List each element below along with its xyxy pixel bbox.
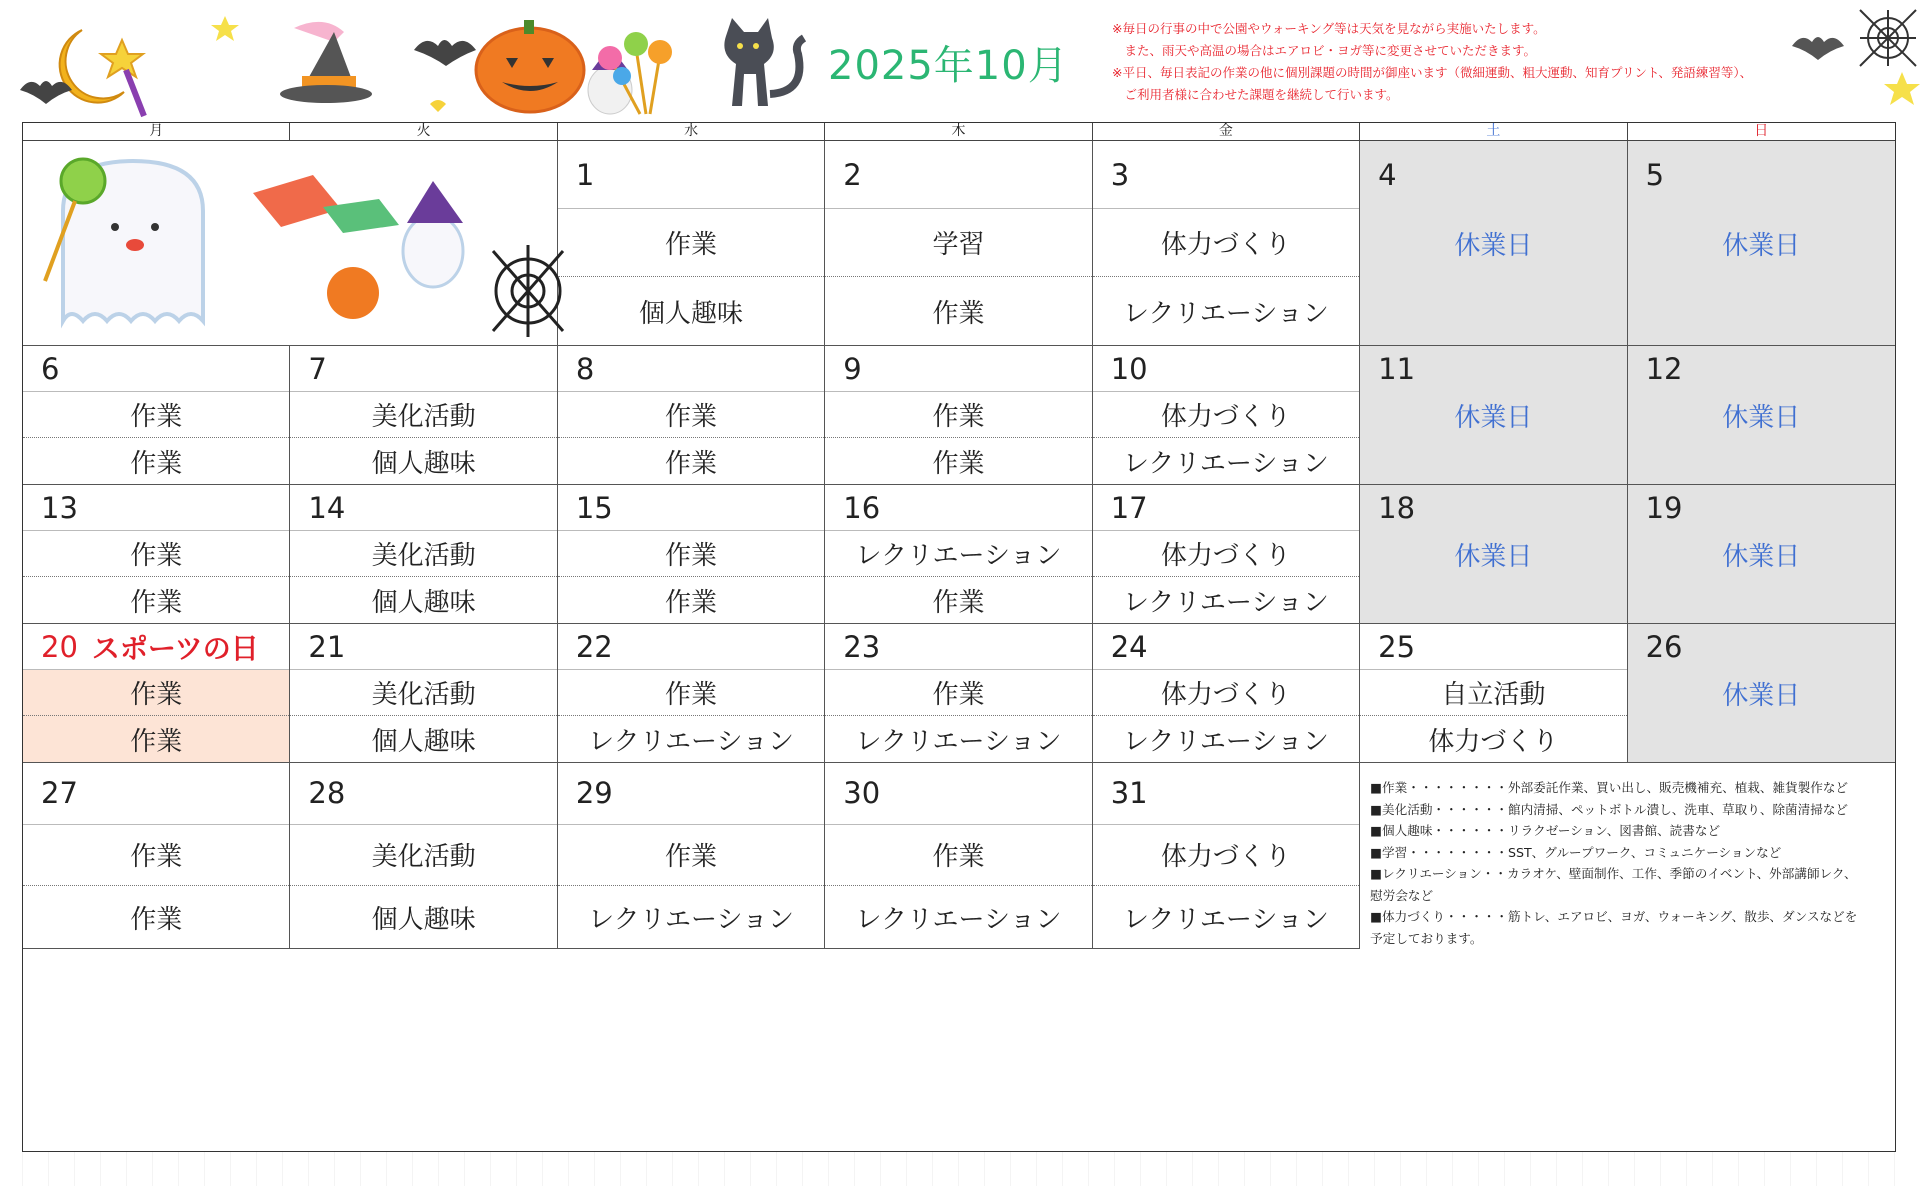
legend-line: ■作業・・・・・・・・外部委託作業、買い出し、販売機補充、植栽、雑貨製作など	[1370, 780, 1849, 795]
activity-label: レクリエーション	[855, 726, 1062, 757]
bottom-grid-strip	[22, 1152, 1896, 1186]
day-cell-4	[1360, 141, 1627, 346]
day-number-text: 12	[1645, 352, 1683, 386]
day-cell-18	[1360, 485, 1627, 624]
activity-label: 美化活動	[290, 531, 556, 577]
day-number-text: 10	[1110, 351, 1148, 386]
day-number	[290, 346, 556, 392]
day-number-text: 3	[1110, 157, 1130, 192]
day-cell-9	[825, 346, 1092, 485]
day-number	[23, 485, 289, 531]
day-cell-2	[825, 141, 1092, 346]
activity-label: 作業	[23, 531, 289, 577]
empty-slot	[1628, 577, 1895, 623]
activity-label: 美化活動	[290, 392, 556, 438]
activity-label: 作業	[665, 448, 718, 479]
day-cell-21	[290, 624, 557, 763]
activity-label: レクリエーション	[825, 531, 1091, 577]
activity-label: 作業	[130, 448, 183, 479]
ghost-candy-illustration	[23, 141, 563, 341]
day-number	[290, 763, 556, 825]
notice-line: ※平日、毎日表記の作業の他に個別課題の時間が御座います（微細運動、粗大運動、知育プリント、発語練習等）、	[1112, 65, 1753, 80]
activity-label: 作業	[558, 670, 824, 716]
day-number-text: 14	[308, 490, 346, 525]
day-number-text: 29	[575, 776, 613, 811]
activity-label: 作業	[558, 392, 824, 438]
day-cell-10	[1093, 346, 1360, 485]
day-number-text: 30	[843, 776, 881, 811]
day-number-text: 15	[575, 490, 613, 525]
day-off-label: 休業日	[1454, 541, 1533, 572]
activity-label: 体力づくり	[1093, 825, 1359, 887]
day-number	[1093, 763, 1359, 825]
day-cell-26	[1628, 624, 1895, 763]
activity-label: レクリエーション	[1122, 448, 1329, 479]
day-number-text: 9	[843, 351, 862, 386]
activity-label: 個人趣味	[371, 448, 476, 479]
monthly-calendar-grid	[22, 122, 1896, 1152]
day-cell-22	[558, 624, 825, 763]
activity-label: レクリエーション	[1122, 726, 1329, 757]
activity-label: 作業	[23, 670, 289, 716]
weekday-header-wed: 水	[558, 123, 825, 141]
day-number	[1360, 485, 1626, 531]
activity-label: レクリエーション	[1122, 298, 1329, 329]
activity-label: 作業	[558, 531, 824, 577]
weekday-header-mon: 月	[23, 123, 290, 141]
activity-label: 作業	[825, 670, 1091, 716]
activity-label: レクリエーション	[588, 904, 795, 935]
activity-label: レクリエーション	[1122, 904, 1329, 935]
day-off-label: 休業日	[1722, 541, 1801, 572]
day-number	[1628, 624, 1895, 670]
day-number-text: 24	[1110, 629, 1148, 664]
day-number	[825, 346, 1091, 392]
day-cell-15	[558, 485, 825, 624]
weekday-header-sat: 土	[1360, 123, 1627, 141]
empty-day-cell	[23, 141, 558, 346]
day-cell-29	[558, 763, 825, 949]
empty-slot	[1360, 277, 1626, 345]
legend-line: ■美化活動・・・・・・館内清掃、ペットボトル潰し、洗車、草取り、除菌清掃など	[1370, 801, 1849, 817]
day-number	[1360, 346, 1626, 392]
day-number	[290, 624, 556, 670]
day-cell-1	[558, 141, 825, 346]
day-number-text: 22	[575, 629, 613, 664]
weekday-header-sun: 日	[1628, 123, 1895, 141]
empty-slot	[1360, 438, 1626, 484]
day-number-text: 17	[1110, 490, 1148, 525]
day-number-text: 23	[843, 629, 881, 664]
spiderweb-bat-illustration	[1790, 6, 1920, 120]
day-number	[1360, 141, 1626, 209]
day-cell-27	[23, 763, 290, 949]
activity-label: 作業	[130, 587, 183, 618]
activity-label: 作業	[932, 448, 985, 479]
day-number-text: 8	[575, 351, 595, 386]
day-number-text: 2	[843, 157, 862, 192]
day-cell-28	[290, 763, 557, 949]
weekday-header-thu: 木	[825, 123, 1092, 141]
legend-line: 予定しております。	[1370, 930, 1483, 946]
activity-label: 作業	[558, 209, 824, 277]
day-cell-7	[290, 346, 557, 485]
empty-slot	[1628, 716, 1895, 762]
day-number	[1093, 624, 1359, 670]
day-cell-23	[825, 624, 1092, 763]
day-off-label: 休業日	[1454, 230, 1533, 261]
activity-label: 作業	[23, 392, 289, 438]
day-number	[290, 485, 556, 531]
activity-label: 作業	[558, 825, 824, 887]
legend-line: ■体力づくり・・・・・筋トレ、エアロビ、ヨガ、ウォーキング、散歩、ダンスなどを	[1370, 909, 1858, 924]
day-cell-11	[1360, 346, 1627, 485]
activity-label: レクリエーション	[1122, 587, 1329, 618]
day-off-label: 休業日	[1722, 680, 1801, 711]
notice-line: また、雨天や高温の場合はエアロビ・ヨガ等に変更させていただきます。	[1112, 43, 1537, 58]
day-number	[558, 624, 824, 670]
day-number-text: 27	[41, 776, 78, 811]
day-number-text: 5	[1645, 158, 1665, 192]
day-cell-20	[23, 624, 290, 763]
legend-line: ■レクリエーション・・カラオケ、壁面制作、工作、季節のイベント、外部講師レク、	[1370, 866, 1857, 881]
day-number-text: 25	[1378, 629, 1416, 664]
day-number	[558, 763, 824, 825]
day-number	[825, 624, 1091, 670]
day-number	[825, 141, 1091, 209]
activity-label: 作業	[932, 587, 985, 618]
day-cell-8	[558, 346, 825, 485]
day-number	[1093, 346, 1359, 392]
day-number-text: 20	[41, 629, 78, 664]
witch-hat-illustration	[264, 10, 384, 116]
notice-text	[1112, 18, 1792, 106]
day-number	[1628, 141, 1895, 209]
day-number	[1093, 141, 1359, 209]
day-number-text: 26	[1645, 630, 1683, 664]
activity-label: 個人趣味	[371, 587, 476, 618]
day-cell-14	[290, 485, 557, 624]
legend-line: ■個人趣味・・・・・・リラクゼーション、図書館、読書など	[1370, 823, 1721, 838]
day-cell-5	[1628, 141, 1895, 346]
day-number	[1628, 485, 1895, 531]
day-number	[23, 624, 289, 670]
activity-label: 美化活動	[290, 825, 556, 887]
activity-label: 作業	[825, 825, 1091, 887]
activity-label: 作業	[130, 904, 183, 935]
activity-label: 作業	[665, 587, 718, 618]
day-cell-25	[1360, 624, 1627, 763]
day-number	[558, 141, 824, 209]
weekday-header-fri: 金	[1093, 123, 1360, 141]
day-off-label: 休業日	[1722, 230, 1801, 261]
day-number	[825, 485, 1091, 531]
day-number-text: 11	[1378, 352, 1416, 386]
activity-label: 体力づくり	[1093, 209, 1359, 277]
day-number-text: 21	[308, 629, 346, 664]
activity-label: 個人趣味	[371, 726, 476, 757]
day-number-text: 18	[1378, 491, 1416, 525]
day-cell-30	[825, 763, 1092, 949]
notice-line: ※毎日の行事の中で公園やウォーキング等は天気を見ながら実施いたします。	[1112, 21, 1546, 36]
day-number	[1628, 346, 1895, 392]
day-off-label: 休業日	[1722, 402, 1801, 433]
activity-legend	[1360, 763, 1895, 949]
day-number-text: 16	[843, 490, 881, 525]
calendar-header	[0, 0, 1920, 122]
moon-bat-illustration	[12, 20, 162, 120]
activity-label: 個人趣味	[371, 904, 476, 935]
empty-slot	[1628, 277, 1895, 345]
activity-label: 作業	[825, 392, 1091, 438]
day-cell-16	[825, 485, 1092, 624]
day-cell-6	[23, 346, 290, 485]
day-number	[558, 485, 824, 531]
day-number-text: 19	[1645, 491, 1683, 525]
activity-label: 体力づくり	[1093, 670, 1359, 716]
activity-label: レクリエーション	[588, 726, 795, 757]
day-cell-24	[1093, 624, 1360, 763]
month-title: 2025年10月	[828, 43, 1069, 89]
day-number	[825, 763, 1091, 825]
legend-line: 慰労会など	[1370, 887, 1434, 903]
day-number-text: 6	[41, 351, 60, 386]
day-number	[23, 346, 289, 392]
activity-label: 作業	[932, 298, 985, 329]
activity-label: 美化活動	[290, 670, 556, 716]
day-number-text: 31	[1110, 776, 1148, 811]
activity-label: 体力づくり	[1093, 392, 1359, 438]
candy-sticks-illustration	[580, 18, 680, 118]
activity-label: レクリエーション	[855, 904, 1062, 935]
activity-label: 作業	[130, 726, 183, 757]
empty-slot	[1628, 438, 1895, 484]
day-cell-19	[1628, 485, 1895, 624]
notice-line: ご利用者様に合わせた課題を継続して行います。	[1112, 87, 1399, 102]
day-number	[558, 346, 824, 392]
day-number	[1360, 624, 1626, 670]
activity-label: 個人趣味	[639, 298, 744, 329]
day-cell-12	[1628, 346, 1895, 485]
day-number-text: 28	[308, 776, 346, 811]
day-number-text: 4	[1378, 158, 1397, 192]
day-cell-17	[1093, 485, 1360, 624]
day-number-text: 1	[575, 157, 595, 192]
activity-label: 学習	[825, 209, 1091, 277]
day-number-text: 7	[308, 351, 327, 386]
day-off-label: 休業日	[1454, 402, 1533, 433]
day-cell-3	[1093, 141, 1360, 346]
legend-line: ■学習・・・・・・・・SST、グループワーク、コミュニケーションなど	[1370, 844, 1782, 860]
weekday-header-tue: 火	[290, 123, 557, 141]
day-number	[23, 763, 289, 825]
activity-label: 自立活動	[1360, 670, 1626, 716]
day-number-text: 13	[41, 490, 78, 525]
activity-label: 作業	[23, 825, 289, 887]
day-cell-13	[23, 485, 290, 624]
empty-slot	[1360, 577, 1626, 623]
activity-label: 体力づくり	[1093, 531, 1359, 577]
activity-label: 体力づくり	[1428, 726, 1559, 757]
holiday-label: スポーツの日	[91, 631, 259, 665]
black-cat-illustration	[718, 14, 814, 114]
day-cell-31	[1093, 763, 1360, 949]
day-number	[1093, 485, 1359, 531]
star-icon	[210, 14, 240, 44]
